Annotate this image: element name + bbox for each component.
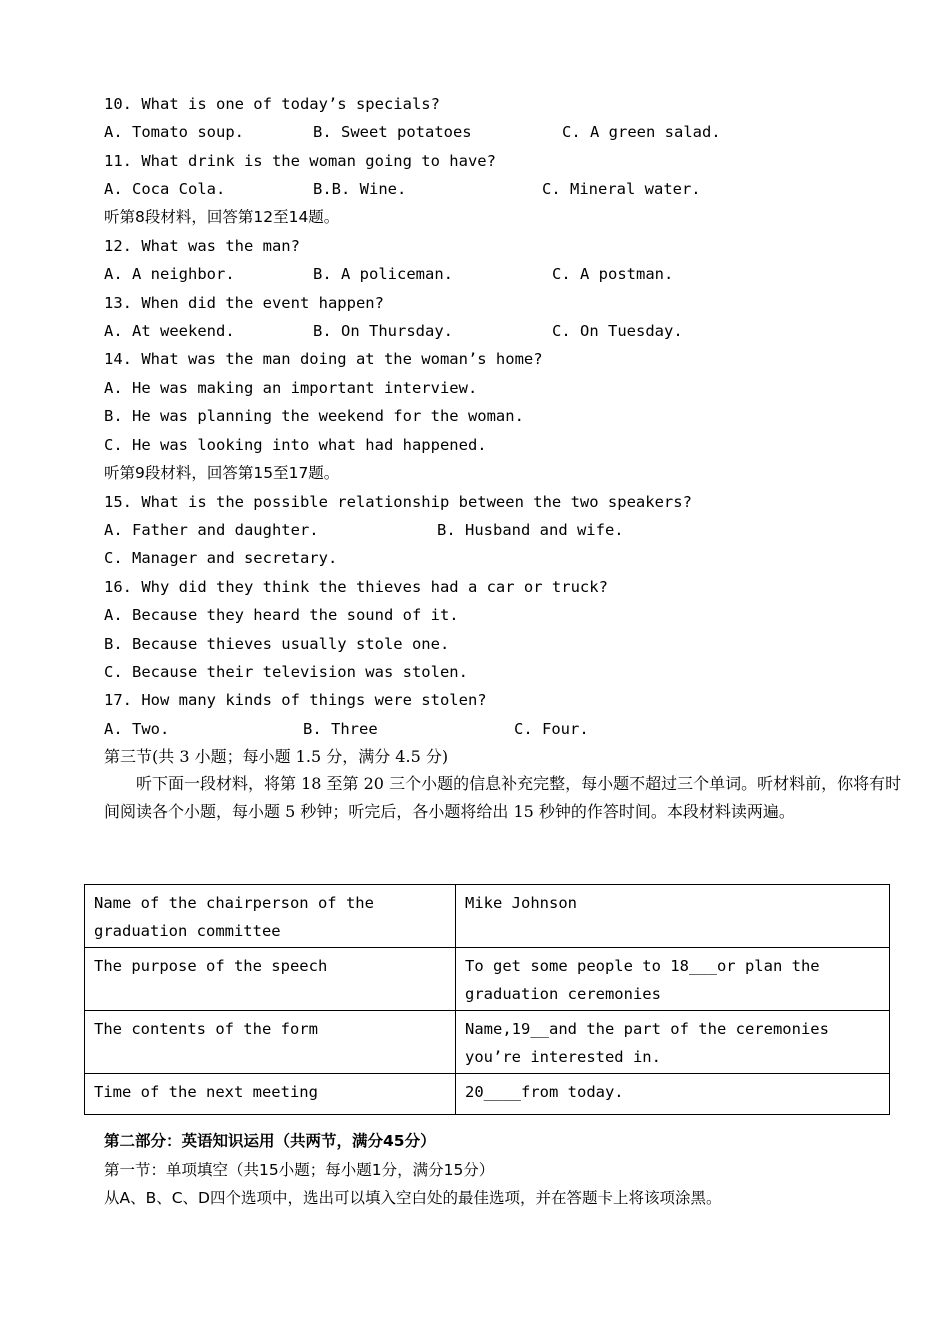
question-14-option-a: A. He was making an important interview. (104, 379, 478, 397)
question-16-stem: 16. Why did they think the thieves had a car or truck? (104, 578, 608, 596)
table-row (85, 948, 890, 1011)
question-15-stem: 15. What is the possible relationship between the two speakers? (104, 493, 692, 511)
section-8-heading: 听第8段材料，回答第12至14题。 (104, 208, 340, 226)
table-cell-label: Name of the chairperson of the graduation committee (85, 885, 456, 948)
question-16-option-b: B. Because thieves usually stole one. (104, 635, 450, 653)
question-14-option-b: B. He was planning the weekend for the woman. (104, 407, 524, 425)
question-17-option-a: A. Two. (104, 720, 170, 738)
section-3-title: 第三节(共 3 小题；每小题 1.5 分，满分 4.5 分) (104, 747, 449, 766)
question-17-stem: 17. How many kinds of things were stolen? (104, 691, 487, 709)
table-cell-value: Name,19__and the part of the ceremonies you’re interested in. (456, 1011, 890, 1074)
table-cell-value: 20____from today. (456, 1074, 890, 1115)
section-9-heading: 听第9段材料，回答第15至17题。 (104, 464, 340, 482)
question-17-option-b: B. Three (303, 720, 378, 738)
part-2-title: 第二部分：英语知识运用（共两节，满分45分） (104, 1132, 436, 1150)
question-14-stem: 14. What was the man doing at the woman’s home? (104, 350, 543, 368)
question-11-option-b: B.B. Wine. (313, 180, 407, 198)
part-2-instructions: 从A、B、C、D四个选项中，选出可以填入空白处的最佳选项，并在答题卡上将该项涂黑。 (104, 1189, 722, 1207)
question-12-option-b: B. A policeman. (313, 265, 453, 283)
question-13-option-b: B. On Thursday. (313, 322, 453, 340)
question-14-option-c: C. He was looking into what had happened. (104, 436, 487, 454)
table-cell-value: To get some people to 18___or plan the graduation ceremonies (456, 948, 890, 1011)
question-12-option-a: A. A neighbor. (104, 265, 235, 283)
table-cell-label: The contents of the form (85, 1011, 456, 1074)
question-15-option-c: C. Manager and secretary. (104, 549, 338, 567)
question-16-option-c: C. Because their television was stolen. (104, 663, 468, 681)
question-13-option-c: C. On Tuesday. (552, 322, 683, 340)
table-row (85, 1074, 890, 1115)
question-12-option-c: C. A postman. (552, 265, 674, 283)
question-10-option-c: C. A green salad. (562, 123, 721, 141)
question-10-stem: 10. What is one of today’s specials? (104, 95, 440, 113)
question-10-option-a: A. Tomato soup. (104, 123, 244, 141)
question-15-option-b: B. Husband and wife. (437, 521, 624, 539)
question-15-option-a: A. Father and daughter. (104, 521, 319, 539)
table-cell-label: The purpose of the speech (85, 948, 456, 1011)
question-16-option-a: A. Because they heard the sound of it. (104, 606, 459, 624)
question-11-option-a: A. Coca Cola. (104, 180, 226, 198)
part-2-section-1-title: 第一节：单项填空（共15小题；每小题1分，满分15分） (104, 1161, 495, 1179)
question-11-stem: 11. What drink is the woman going to have? (104, 152, 496, 170)
table-cell-value: Mike Johnson (456, 885, 890, 948)
table-row (85, 1011, 890, 1074)
question-11-option-c: C. Mineral water. (542, 180, 701, 198)
table-row (85, 885, 890, 948)
info-table (84, 884, 890, 1115)
section-3-instructions: 听下面一段材料，将第 18 至第 20 三个小题的信息补充完整，每小题不超过三个单词。听材料前，你将有时间阅读各个小题，每小题 5 秒钟；听完后，各小题将给出 15 秒钟的作答时间。本段材料读两遍。 (104, 774, 902, 821)
question-12-stem: 12. What was the man? (104, 237, 300, 255)
table-cell-label: Time of the next meeting (85, 1074, 456, 1115)
question-13-option-a: A. At weekend. (104, 322, 235, 340)
question-13-stem: 13. When did the event happen? (104, 294, 384, 312)
question-17-option-c: C. Four. (514, 720, 589, 738)
question-10-option-b: B. Sweet potatoes (313, 123, 472, 141)
